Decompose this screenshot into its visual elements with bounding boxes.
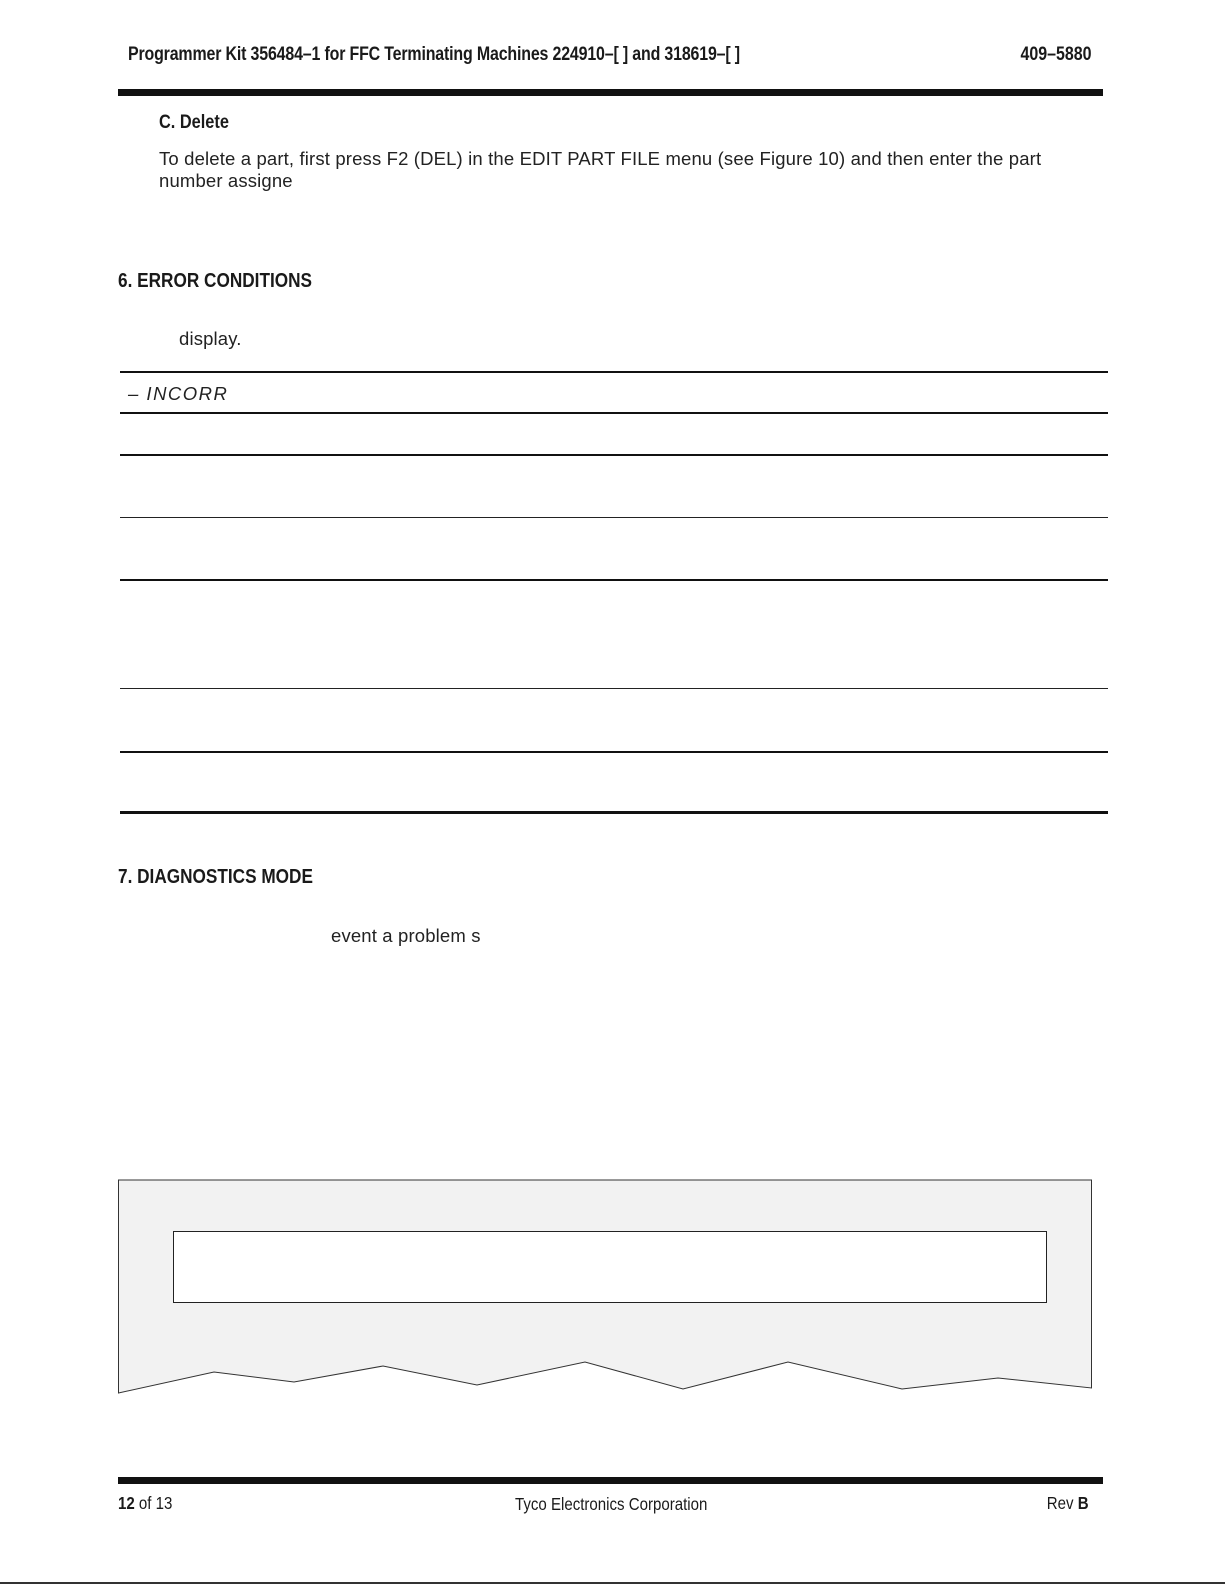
- revision-value: B: [1078, 1493, 1089, 1513]
- company-name: Tyco Electronics Corporation: [515, 1494, 708, 1514]
- table-rule: [120, 454, 1108, 456]
- section-7-fragment: event a problem s: [331, 925, 481, 946]
- revision: [1047, 1493, 1089, 1514]
- table-top-rule: [120, 371, 1108, 373]
- header-title: Programmer Kit 356484–1 for FFC Terminating Machines 224910–[ ] and 318619–[ ]: [128, 44, 740, 65]
- table-rule: [120, 579, 1108, 581]
- display-figure: [118, 1178, 1098, 1403]
- page-edge-line: [0, 1582, 1225, 1584]
- footer-rule: [118, 1477, 1103, 1484]
- delete-paragraph: [159, 148, 1109, 192]
- page-total: of 13: [134, 1493, 173, 1513]
- table-rule: [120, 517, 1108, 518]
- header-rule: [118, 89, 1103, 96]
- table-row-fragment: – INCORR: [128, 383, 229, 404]
- document-number: 409–5880: [1020, 44, 1092, 65]
- display-screen: [174, 1232, 1047, 1303]
- section-c-heading: C. Delete: [159, 112, 229, 133]
- page-current: 12: [118, 1493, 135, 1513]
- display-panel-graphic: [118, 1178, 1098, 1398]
- section-6-heading: 6. ERROR CONDITIONS: [118, 270, 312, 292]
- table-rule: [120, 751, 1108, 753]
- table-rule: [120, 688, 1108, 689]
- page-number: [118, 1493, 172, 1514]
- revision-label: Rev: [1047, 1493, 1079, 1513]
- table-bottom-rule: [120, 811, 1108, 814]
- table-rule: [120, 412, 1108, 414]
- delete-paragraph-line-2: number assigne: [159, 170, 293, 191]
- delete-paragraph-line-1: To delete a part, first press F2 (DEL) in the EDIT PART FILE menu (see Figure 10) and then enter the part: [159, 148, 1042, 169]
- section-7-heading: 7. DIAGNOSTICS MODE: [118, 866, 313, 888]
- section-6-fragment: display.: [179, 328, 242, 349]
